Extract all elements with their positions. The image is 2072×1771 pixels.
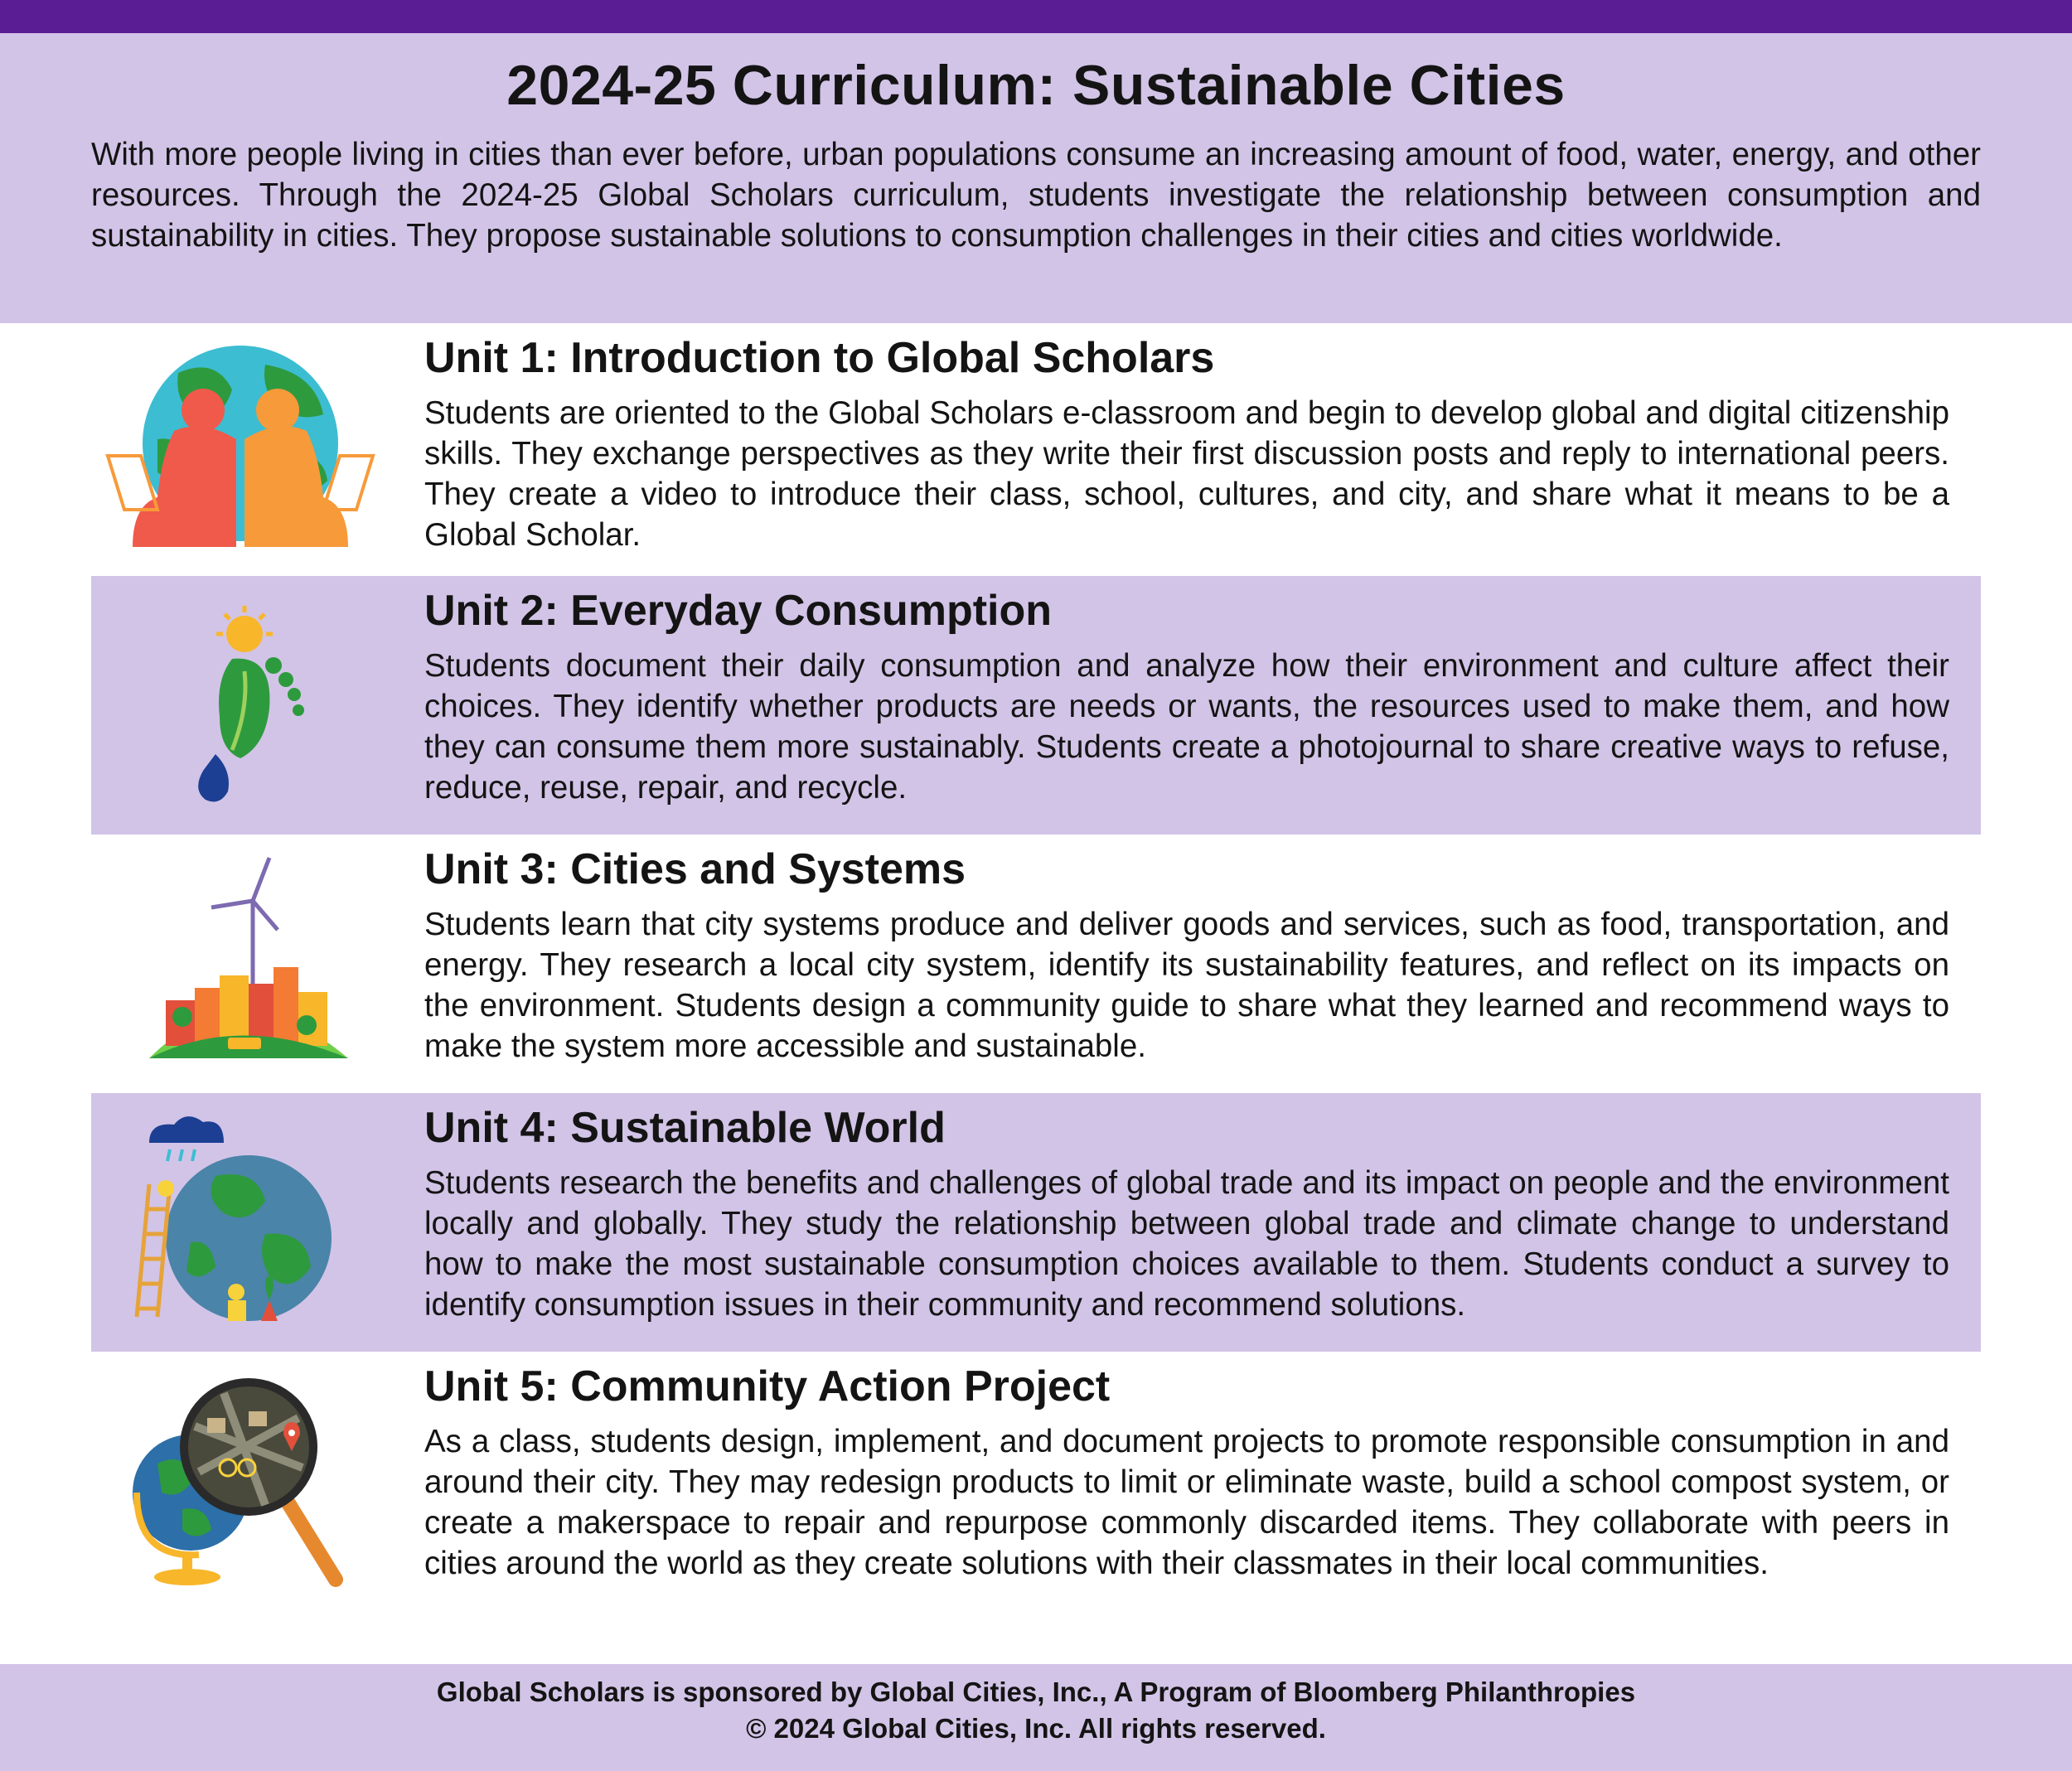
unit-3-description: Students learn that city systems produce and deliver goods and services, such as food, transportation, and energy. They research a local city system, identify its sustainability features, and reflect on its impacts on the environment. Students design a community guide to share what they learned and recommend ways to make the system more accessible and sustainable. — [424, 907, 1949, 1064]
intro-paragraph: With more people living in cities than ever before, urban populations consume an increasing amount of food, water, energy, and other resources. Through the 2024-25 Global Scholars curriculum, students investigate the relationship between consumption and sustainability in cities. They propose sustainable solutions to consumption challenges in their cities and cities worldwide. — [91, 137, 1981, 254]
leaf-footprint-icon — [99, 593, 381, 816]
page-title: 2024-25 Curriculum: Sustainable Cities — [506, 54, 1566, 117]
earth-ladder-icon — [99, 1110, 381, 1333]
city-wind-turbine-icon — [99, 851, 381, 1075]
globe-magnifier-icon — [99, 1368, 381, 1592]
unit-1-section — [91, 323, 1981, 576]
footer — [0, 1664, 2072, 1771]
unit-4-description: Students research the benefits and challenges of global trade and its impact on people and the environment locally and globally. They study the relationship between global trade and climate change to understand how to make the most sustainable consumption choices available to them. Students conduct a survey to identify consumption issues in their community and recommend solutions. — [424, 1165, 1949, 1323]
unit-4-title: Unit 4: Sustainable World — [424, 1104, 946, 1152]
top-accent-bar — [0, 0, 2072, 33]
unit-1-title: Unit 1: Introduction to Global Scholars — [424, 334, 1215, 382]
unit-1-description: Students are oriented to the Global Scholars e-classroom and begin to develop global and digital citizenship skills. They exchange perspectives as they write their first discussion posts and reply to international peers. They create a video to introduce their class, school, cultures, and city, and share what it means to be a Global Scholar. — [424, 395, 1949, 553]
unit-3-title: Unit 3: Cities and Systems — [424, 845, 966, 893]
sponsor-line: Global Scholars is sponsored by Global Cities, Inc., A Program of Bloomberg Philanthropies — [436, 1677, 1636, 1707]
globe-students-icon — [99, 340, 381, 564]
header-banner — [0, 33, 2072, 323]
unit-4-section — [91, 1093, 1981, 1352]
unit-5-section — [91, 1352, 1981, 1625]
copyright-line: © 2024 Global Cities, Inc. All rights reserved. — [746, 1713, 1326, 1744]
unit-5-title: Unit 5: Community Action Project — [424, 1362, 1111, 1411]
unit-2-title: Unit 2: Everyday Consumption — [424, 587, 1052, 635]
unit-3-section — [91, 835, 1981, 1093]
unit-5-description: As a class, students design, implement, and document projects to promote responsible consumption in and around their city. They may redesign products to limit or eliminate waste, build a school compost system, or create a makerspace to repair and repurpose commonly discarded items. They collaborate with peers in cities around the world as they create solutions with their classmates in their local communities. — [424, 1424, 1949, 1581]
unit-2-description: Students document their daily consumption and analyze how their environment and culture affect their choices. They identify whether products are needs or wants, the resources used to make them, and how they can consume them more sustainably. Students create a photojournal to share creative ways to refuse, reduce, reuse, repair, and recycle. — [424, 648, 1949, 806]
unit-2-section — [91, 576, 1981, 835]
